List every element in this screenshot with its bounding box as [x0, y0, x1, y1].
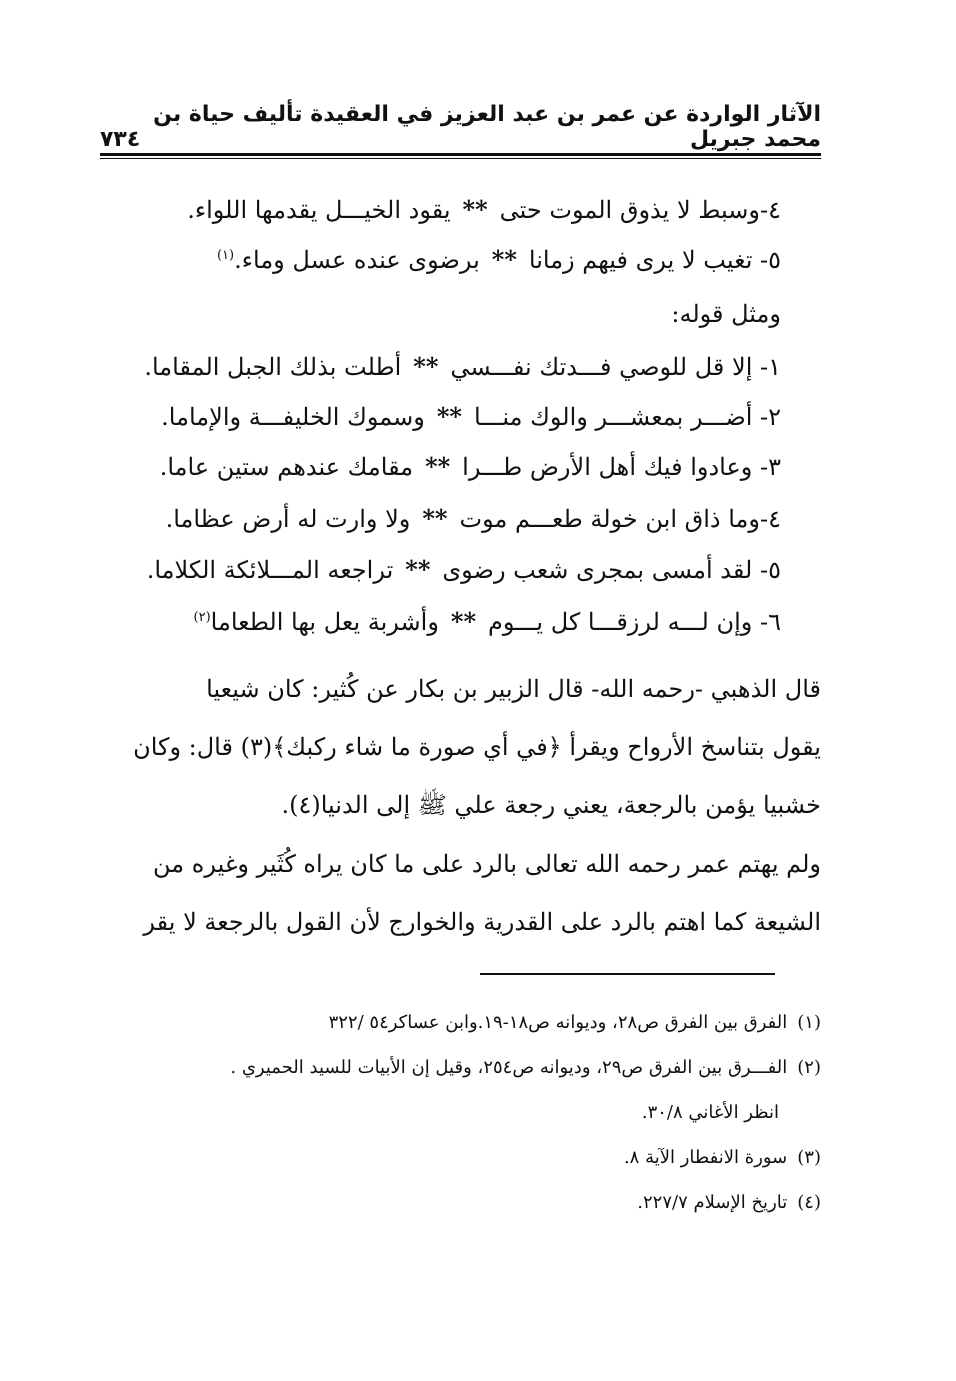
verse-hemistich-2: وأشربة يعل بها الطعاما [210, 608, 439, 636]
verse-separator: ** [436, 402, 462, 431]
verse-separator: ** [425, 452, 451, 481]
verse-hemistich-2: برضوى عنده عسل وماء. [234, 246, 480, 274]
verse-hemistich-2: وسموك الخليفـــة والإماما. [161, 403, 425, 431]
verse-hemistich-1: ٦- وإن لـــه لرزقـــا كل يـــوم [488, 608, 781, 636]
footnote-number: (٤) [797, 1192, 821, 1213]
verse-line [100, 555, 781, 584]
verse-separator: ** [405, 555, 431, 584]
verse-hemistich-2: أطلت بذلك الجبل المقاما. [144, 353, 402, 381]
footnote-item [100, 1045, 821, 1090]
verse-hemistich-2: تراجعه المـــلائكة الكلاما. [146, 556, 394, 584]
prose-line: يقول بتناسخ الأرواح ويقرأ ﴿في أي صورة ما شاء ركبك﴾(٣) قال: وكان [133, 733, 821, 761]
prose-paragraph [100, 660, 821, 834]
verse-line [100, 402, 781, 431]
verse-line [100, 195, 781, 224]
footnote-number: (٢) [797, 1057, 821, 1078]
footnote-item [100, 1000, 821, 1045]
verse-separator: ** [422, 504, 448, 533]
footnote-continuation: انظر الأغاني ٣٠/٨. [641, 1102, 779, 1123]
footnote-text: الفرق بين الفرق ص٢٨، وديوانه ص١٨-١٩.وابن عساكر٥٤ /٣٢٢ [328, 1012, 788, 1033]
footnote-item [100, 1135, 821, 1180]
page-number: ٧٣٤ [100, 127, 141, 152]
verse-line [100, 504, 781, 533]
header-rule [100, 153, 821, 159]
verse-separator: ** [491, 245, 517, 274]
verse-separator: ** [462, 195, 488, 224]
verse-hemistich-1: ٢- أضـــر بمعشـــر والوك منـــا [473, 403, 781, 431]
verse-line [100, 452, 781, 481]
prose-line: الشيعة كما اهتم بالرد على القدرية والخوارج لأن القول بالرجعة لا يقر [143, 908, 821, 936]
verse-hemistich-1: ١- إلا قل للوصي فـــدتك نفـــسي [450, 353, 781, 381]
verse-hemistich-2: ولا وارت له أرض عظاما. [165, 505, 411, 533]
verse-line [100, 352, 781, 381]
verse-hemistich-2: مقامك عندهم ستين عاما. [159, 453, 414, 481]
verse-separator: ** [413, 352, 439, 381]
footnote-separator [480, 973, 775, 975]
verse-hemistich-1: ٤-وسبط لا يذوق الموت حتى [499, 196, 781, 224]
verse-hemistich-2: يقود الخيـــل يقدمها اللواء. [187, 196, 451, 224]
prose-paragraph [100, 835, 821, 951]
verse-hemistich-1: ٥- لقد أمسى بمجرى شعب رضوى [442, 556, 781, 584]
footnote-item [100, 1180, 821, 1225]
verse-line [100, 607, 781, 636]
footnote-number: (٣) [797, 1147, 821, 1168]
intro-line: ومثل قوله: [671, 300, 781, 328]
running-header [100, 102, 821, 152]
verse-separator: ** [450, 607, 477, 636]
verse-line [100, 245, 781, 274]
verse-hemistich-1: ٤-وما ذاق ابن خولة طعـــم موت [459, 505, 781, 533]
verse-hemistich-1: ٥- تغيب لا يرى فيهم زمانا [528, 246, 781, 274]
footnote-text: سورة الانفطار الآية ٨. [623, 1147, 788, 1168]
footnote-number: (١) [797, 1012, 821, 1033]
footnote-ref: (١) [216, 248, 235, 263]
footnote-ref: (٢) [193, 610, 211, 625]
prose-line: ولم يهتم عمر رحمه الله تعالى بالرد على ما كان يراه كُثَير وغيره من [153, 850, 821, 878]
prose-line: خشبيا يؤمن بالرجعة، يعني رجعة علي ﷺ إلى الدنيا(٤). [281, 791, 821, 819]
prose-line: قال الذهبي -رحمه الله- قال الزبير بن بكار عن كُثير: كان شيعيا [206, 675, 821, 703]
footnote-text: الفـــرق بين الفرق ص٢٩، وديوانه ص٢٥٤، وقيل إن الأبيات للسيد الحميري . [230, 1057, 788, 1078]
footnote-text: تاريخ الإسلام ٢٢٧/٧. [637, 1192, 788, 1213]
header-title: الآثار الواردة عن عمر بن عبد العزيز في العقيدة تأليف حياة بن محمد جبريل [153, 102, 821, 152]
footnotes [100, 1000, 821, 1225]
verse-hemistich-1: ٣- وعادوا فيك أهل الأرض طـــرا [462, 453, 781, 481]
